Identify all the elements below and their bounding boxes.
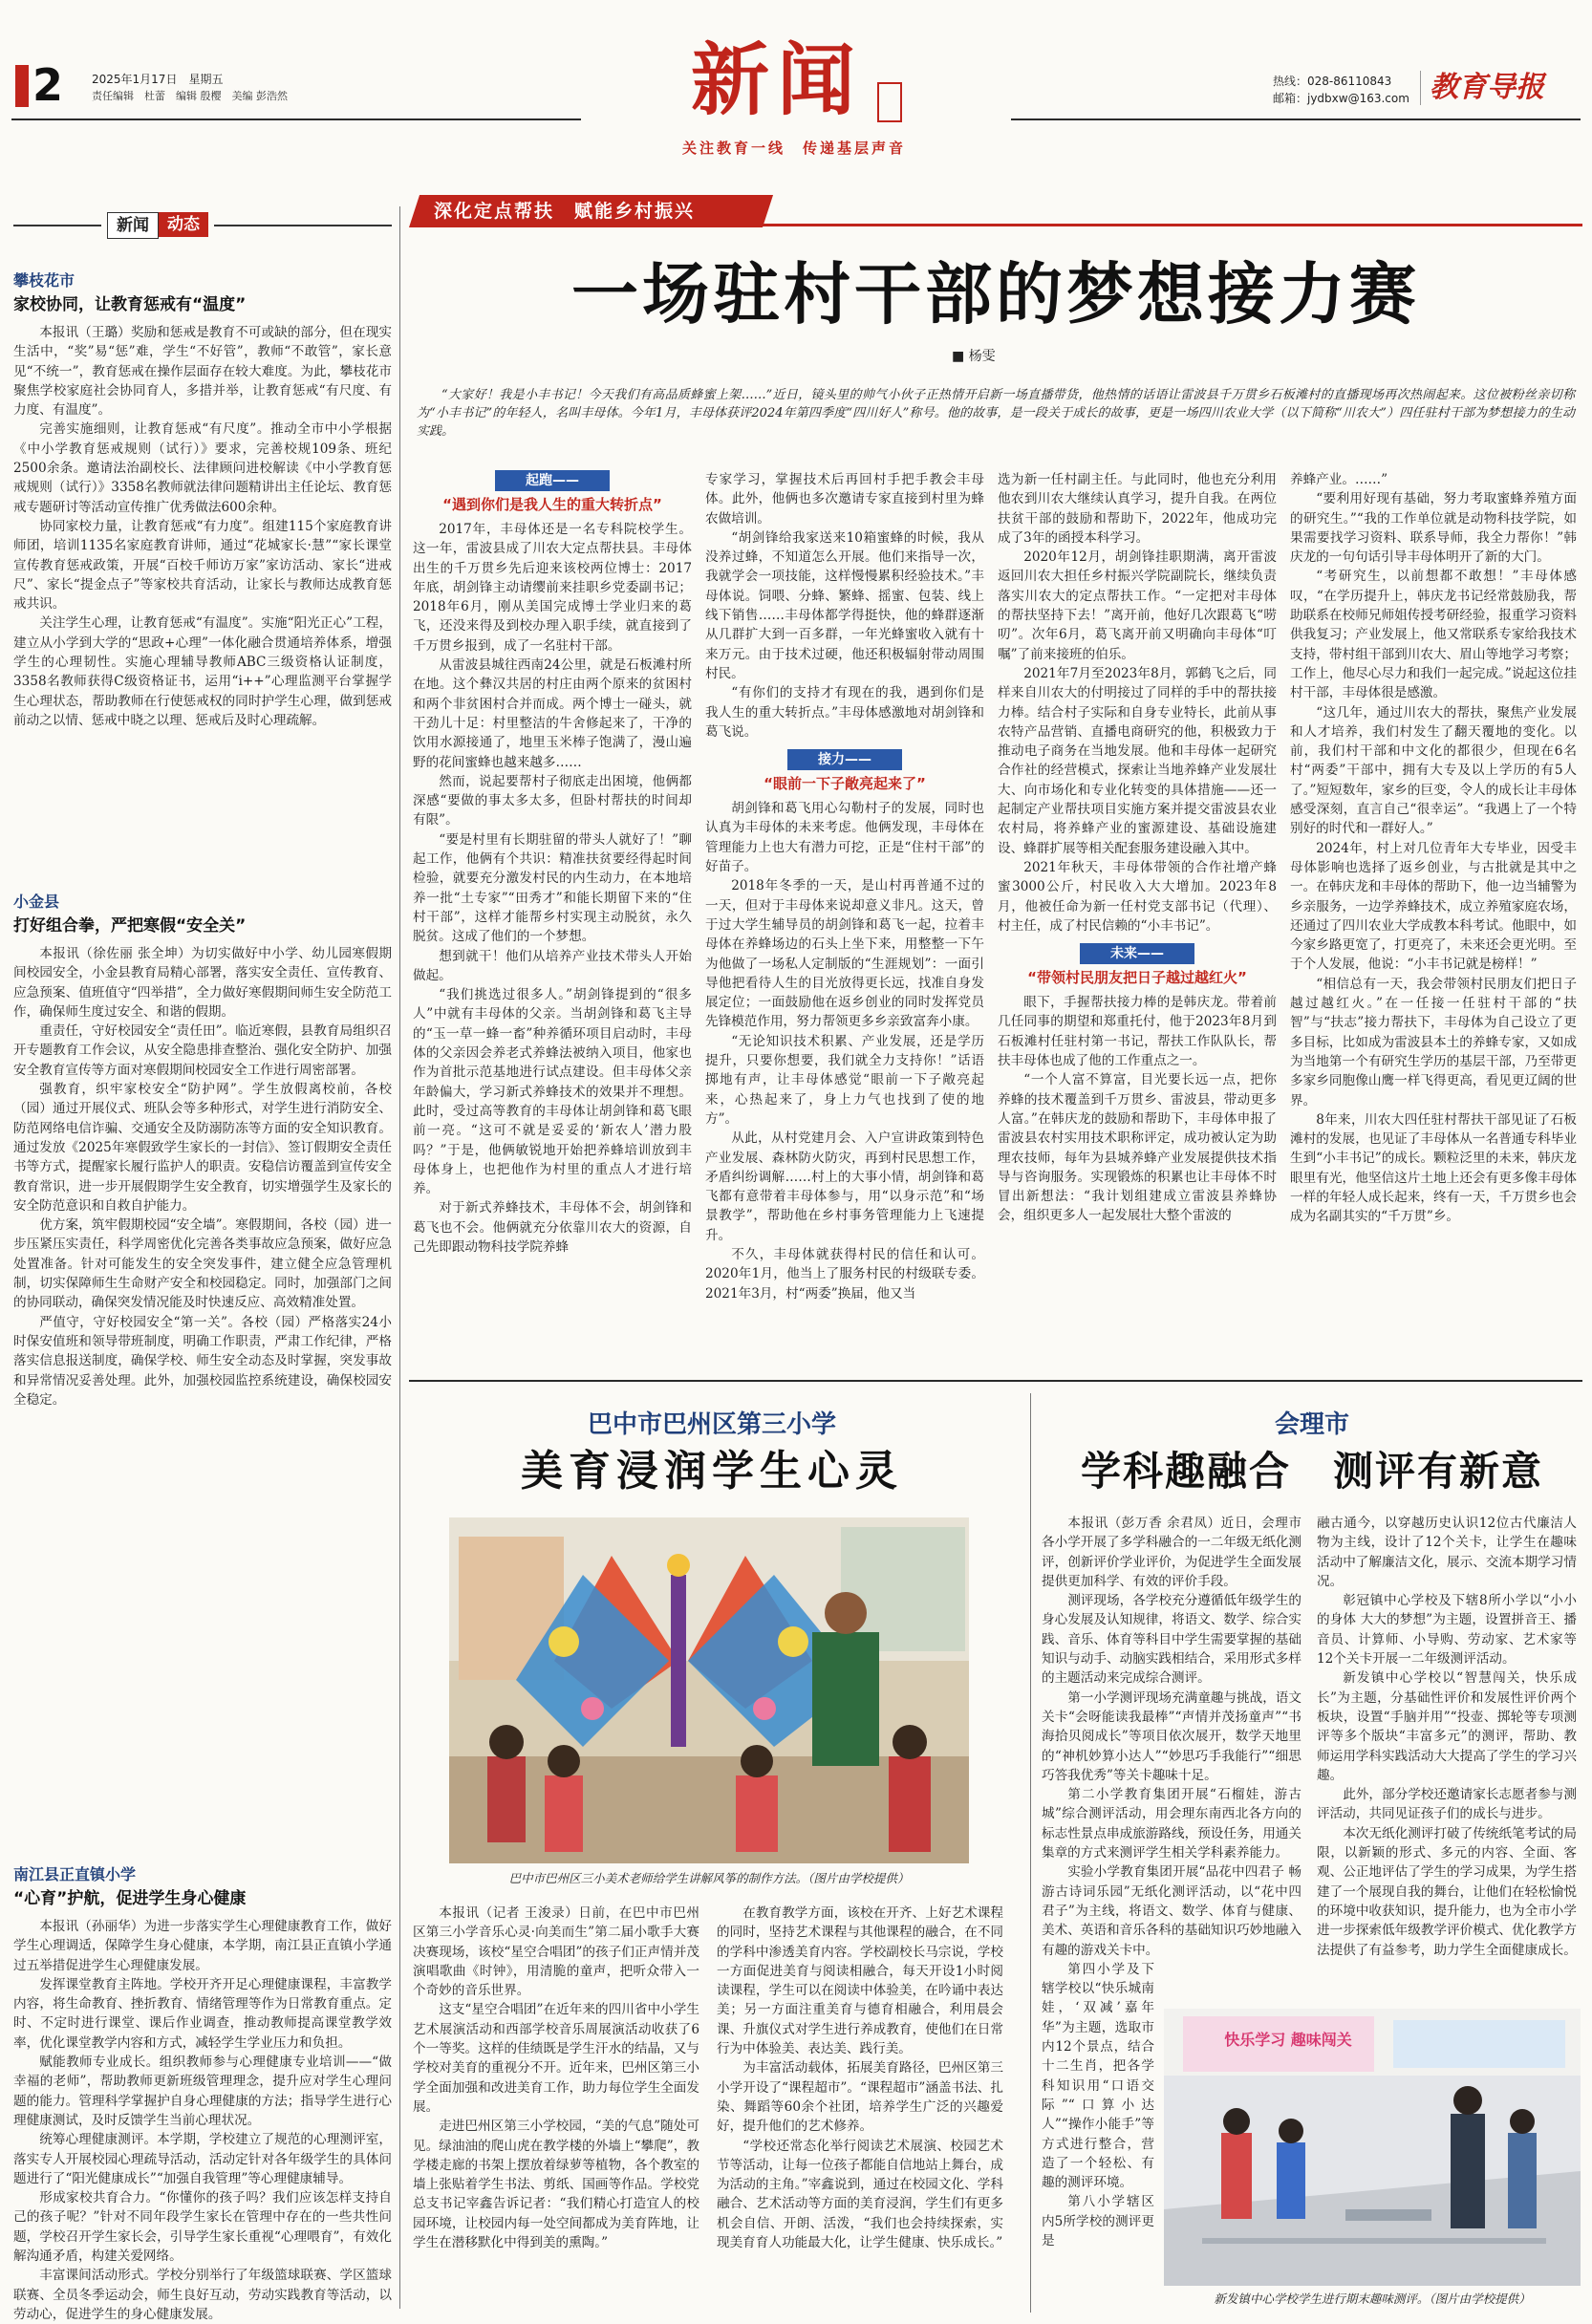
section-tag: 未来—— bbox=[1080, 943, 1194, 964]
paragraph: “学校还常态化举行阅读艺术展演、校园艺术节等活动，让每一位孩子都能自信地站上舞台，成为活动的主角。”宰鑫说到，通过在校园文化、学科融合、艺术活动等方面的美育浸润，学生们有更多机会自信、开朗、活泼，“我们也会持续探索，实现美育育人功能最大化，让学生健康、快乐成长。” bbox=[717, 2138, 1003, 2251]
page-badge-strip bbox=[15, 65, 29, 107]
paragraph: 完善实施细则，让教育惩戒“有尺度”。推动全市中小学根据《中小学教育惩戒规则（试行）》要求，完善校规109条、班纪2500余条。邀请法治副校长、法律顾问进校解读《中小学教育惩戒规则（试行）》3358名教师就法律问题精讲出主任论坛、教育惩戒专题研讨等活动宣传推广优秀做法600余种。 bbox=[13, 421, 392, 515]
bazhong-photo bbox=[449, 1517, 969, 1863]
paragraph: 2017年，丰母体还是一名专科院校学生。这一年，雷波县成了川农大定点帮扶县。丰母体出生的千万贯乡先后迎来该校两位博士：2017年底，胡剑锋主动请缨前来挂职乡党委副书记；2018年6月，刚从美国完成博士学业归来的葛飞，还没来得及到校办理入职手续，就直接到了千万贯乡报到，成了一名驻村干部。 bbox=[413, 522, 692, 654]
sidebar-header-b: 动态 bbox=[159, 212, 208, 237]
paragraph: 赋能教师专业成长。组织教师参与心理健康专业培训——“做幸福的老师”，帮助教师更新班级管理理念，提升应对学生心理问题的能力。管理科学掌握护自身心理健康的方法；指导学生进行心理健康测试，及时反馈学生当前心理状况。 bbox=[13, 2055, 392, 2128]
paragraph: 丰富课间活动形式。学校分别举行了年级篮球联赛、学区篮球联赛、全员冬季运动会，师生良好互动，劳动实践教育等活动，以劳动心，促进学生的身心健康发展。 bbox=[13, 2268, 392, 2322]
paragraph: “考研究生，以前想都不敢想！”丰母体感叹，“在学历提升上，韩庆龙书记经常鼓励我，帮助联系在校师兄师姐传授考研经验，报重学习资料供我复习；产业发展上，他又常联系专家给我技术支持，带村组干部到川农大、眉山等地学习考察；工作上，他尽心尽力和我们一起完成。”说起这位挂村干部，丰母体很是感激。 bbox=[1290, 569, 1577, 701]
sidebar-header-a: 新闻 bbox=[107, 212, 159, 239]
lead-story bbox=[409, 195, 1582, 1376]
masthead-rule-right bbox=[1011, 118, 1581, 120]
paragraph: 第二小学教育集团开展“石榴娃，游古城”综合测评活动，用会理东南西北各方向的标志性景点串成旅游路线，预设任务，用通关集章的方式来测评学生相关学科素养能力。 bbox=[1042, 1787, 1302, 1861]
paragraph: “要利用好现有基础，努力考取蜜蜂养殖方面的研究生。”“我的工作单位就是动物科技学院，如果需要找学习资料、联系导师，我全力帮你！”韩庆龙的一句句话引导丰母体明开了新的大门。 bbox=[1290, 491, 1577, 566]
paragraph: 彰冠镇中心学校及下辖8所小学以“小小的身体 大大的梦想”为主题，设置拼音王、播音员、计算师、小导购、劳动家、艺术家等12个关卡开展一二年级测评活动。 bbox=[1317, 1593, 1577, 1668]
paragraph: 本报讯（彭万香 余君凤）近日，会理市各小学开展了多学科融合的一二年级无纸化测评，创新评价学业评价，为促进学生全面发展提供更加科学、有效的评价手段。 bbox=[1042, 1516, 1302, 1589]
paragraph: 第一小学测评现场充满童趣与挑战，语文关卡“会呀能读我最棒”“声情并茂扬童声”“书海拾贝阅成长”等项目依次展开，数学天地里的“神机妙算小达人”“妙思巧手我能行”“细思巧答我优秀”等关卡趣味十足。 bbox=[1042, 1689, 1302, 1783]
lead-story-bottom-rule bbox=[409, 1380, 1582, 1382]
sidebar-item-headline: 打好组合拳，严把寒假“安全关” bbox=[13, 916, 247, 936]
bottom-column-divider bbox=[1030, 1393, 1031, 2313]
paragraph: 2018年冬季的一天，是山村再普通不过的一天，但对于丰母体来说却意义非凡。这天，曾于过大学生辅导员的胡剑锋和葛飞一起，拉着丰母体在养蜂场边的石头上坐下来，用整整一下午为他做了一场私人定制版的“生涯规划”：一面引导他把看待人生的目光放得更长远，找准自身发展定位；一面鼓励他在返乡创业的同时发挥党员先锋模范作用，努力帮领更多乡亲致富奔小康。 bbox=[705, 878, 984, 1030]
photo-caption: 巴中市巴州区三小美术老师给学生讲解风筝的制作方法。（图片由学校提供） bbox=[508, 1871, 910, 1885]
section-seal bbox=[877, 82, 902, 122]
paragraph: 对于新式养蜂技术，丰母体不会，胡剑锋和葛飞也不会。他俩就充分依靠川农大的资源，自己先即跟动物科技学院养蜂 bbox=[413, 1200, 692, 1255]
paragraph: 本报讯（王璐）奖励和惩戒是教育不可或缺的部分，但在现实生活中，“奖”易“惩”难，学生“不好管”，教师“不敢管”，家长意见“不统一”，教育惩戒在操作层面存在较大难度。为此，攀枝花市聚焦学校家庭社会协同育人，多措并举，让教育惩戒“有尺度、有力度、有温度”。 bbox=[13, 325, 392, 419]
paragraph: 不久，丰母体就获得村民的信任和认可。2020年1月，他当上了服务村民的村级联专委。2021年3月，村“两委”换届，他又当 bbox=[705, 1246, 984, 1302]
paragraph: “胡剑锋给我家送来10箱蜜蜂的时候，我从没养过蜂，不知道怎么开展。他们来指导一次，我就学会一项技能，这样慢慢累积经验技术。”丰母体说。饲喂、分蜂、繁蜂、摇蜜、包装、线上线下销售……丰母体都学得挺快，他的蜂群逐渐从几群扩大到一百多群，一年光蜂蜜收入就有十来万元。由于技术过硬，他还积极辐射带动周围村民。 bbox=[705, 529, 984, 681]
paragraph: “相信总有一天，我会带领村民朋友们把日子越过越红火。”在一任接一任驻村干部的“扶智”与“扶志”接力帮扶下，丰母体为自己设立了更多目标，比如成为雷波县本土的养蜂专家，又如成为当地第一个有研究生学历的基层干部，乃至带更多家乡同胞像山鹰一样飞得更高，看见更辽阔的世界。 bbox=[1290, 976, 1577, 1108]
lead-headline: 一场驻村干部的梦想接力赛 bbox=[571, 255, 1420, 334]
masthead-rule bbox=[11, 118, 581, 120]
paragraph: “一个人富不算富，目光要长远一点，把你养蜂的技术覆盖到千万贯乡、雷波县，带动更多人富。”在韩庆龙的鼓励和帮助下，丰母体申报了雷波县农村实用技术职称评定，成功被认定为助理农技师，每年为县城养蜂产业发展提供技术指导与咨询服务。实现锻炼的积累也让丰母体不时冒出新想法：“我计划组建成立雷波县养蜂协会，组织更多人一起发展壮大整个雷波的 bbox=[998, 1072, 1277, 1224]
paragraph: 重责任，守好校园安全“责任田”。临近寒假，县教育局组织召开专题教育工作会议，从安全隐患排查整治、强化安全防护、加强安全教育宣传等方面对寒假期间校园安全工作进行周密部署。 bbox=[13, 1023, 392, 1078]
sidebar-item-nanjiang bbox=[13, 1863, 392, 2322]
paragraph: 实验小学教育集团开展“品花中四君子 畅游古诗词乐园”无纸化测评活动，以“花中四君子”为主线，将语文、数学、体育与健康、美术、英语和音乐各科的基础知识巧妙地融入有趣的游戏关卡中。 bbox=[1042, 1864, 1302, 1958]
paragraph: 发挥课堂教育主阵地。学校开齐开足心理健康课程，丰富教学内容，将生命教育、挫折教育、情绪管理等作为日常教育重点。定时、不定时进行课堂、课后作业调查，推动教师提高课堂教学效率，优化课堂教学内容和方式，减轻学生学业压力和负担。 bbox=[13, 1976, 392, 2051]
issue-date: 2025年1月17日 星期五 bbox=[92, 73, 224, 86]
paragraph: 2024年，村上对几位青年大专毕业，因受丰母体影响也选择了返乡创业，与古批就是其中之一。在韩庆龙和丰母体的帮助下，他一边当辅警为乡亲服务，一边学养蜂技术，成立养殖家庭农场，还通过了四川农业大学成教本科考试。他眼中，如今家乡路更宽了，打更亮了，未来还会更光明。至于个人发展，他说：“小丰书记就是榜样！” bbox=[1290, 840, 1577, 973]
kite-photo-illustration bbox=[449, 1517, 969, 1863]
paragraph: 然而，说起要帮村子彻底走出困境，他俩都深感“要做的事太多太多，但卧村帮扶的时间却有限”。 bbox=[413, 773, 692, 828]
masthead bbox=[0, 0, 1592, 191]
lead-banner-text: 深化定点帮扶 赋能乡村振兴 bbox=[434, 201, 696, 222]
editors-line: 责任编辑 杜蕾 编辑 殷樱 美编 彭浩然 bbox=[92, 90, 288, 102]
paragraph: 2021年秋天，丰母体带领的合作社增产蜂蜜3000公斤，村民收入大大增加。2023年8月，他被任命为新一任村党支部书记（代理）、村主任，成了村民信赖的“小丰书记”。 bbox=[998, 859, 1277, 934]
section-subhead: “带领村民朋友把日子越过越红火” bbox=[1027, 969, 1247, 987]
paper-name: 教育导报 bbox=[1430, 71, 1544, 104]
paragraph: 本报讯（孙丽华）为进一步落实学生心理健康教育工作，做好学生心理调适，保障学生身心健康，本学期，南江县正直镇小学通过五举措促进学生心理健康发展。 bbox=[13, 1919, 392, 1973]
email: 邮箱：jydbxw@163.com bbox=[1273, 92, 1409, 105]
section-title: 新闻 bbox=[690, 34, 863, 126]
lead-col-3 bbox=[998, 470, 1277, 1372]
paragraph: 选为新一任村副主任。与此同时，他也充分利用他农到川农大继续认真学习，提升自我。在两位扶贫干部的鼓励和帮助下，2022年，他成功完成了3年的函授本科学习。 bbox=[998, 472, 1277, 546]
paragraph: 强教育，织牢家校安全“防护网”。学生放假离校前，各校（园）通过开展仪式、班队会等多种形式，对学生进行消防安全、防范网络电信诈骗、交通安全及防溺防冻等方面的安全知识教育。通过发放《2025年寒假致学生家长的一封信》、签订假期安全责任书等方式，提醒家长履行监护人的职责。安稳信访覆盖到宣传安全教育常识，进一步开展假期学生安全教育，切实增强学生及家长的安全防范意识和自救自护能力。 bbox=[13, 1082, 392, 1214]
sidebar bbox=[13, 206, 392, 2322]
lead-banner-rule bbox=[753, 224, 1582, 226]
lead-col-1 bbox=[413, 470, 692, 1372]
paragraph: 这支“星空合唱团”在近年来的四川省中小学生艺术展演活动和西部学校音乐周展演活动收获了6个一等奖。这样的佳绩既是学生汗水的结晶，又与学校对美育的重视分不开。近年来，巴州区第三小学全面加强和改进美育工作，助力每位学生全面发展。 bbox=[413, 2002, 699, 2115]
section-tag: 起跑—— bbox=[495, 470, 610, 491]
sidebar-header-line-left bbox=[13, 225, 101, 226]
story-headline: 学科趣融合 测评有新意 bbox=[1080, 1448, 1543, 1495]
story-headline: 美育浸润学生心灵 bbox=[521, 1447, 903, 1496]
paragraph: 从雷波县城往西南24公里，就是石板滩村所在地。这个彝汉共居的村庄由两个原来的贫困村和两个非贫困村合并而成。两个博士一碰头，就干劲儿十足：村里整洁的牛舍修起来了，干净的饮用水源接通了，地里玉米棒子饱满了，漫山遍野的花间蜜蜂也越来越多…… bbox=[413, 657, 692, 770]
paragraph: 新发镇中心学校以“智慧闯关，快乐成长”为主题，分基础性评价和发展性评价两个板块，设置“手脑并用”“投壶、掷轮等专项测评等多个版块“丰富多元”的测评，帮助、教师运用学科实践活动大大提高了学生的学习兴趣。 bbox=[1317, 1670, 1577, 1783]
lead-banner bbox=[409, 195, 1582, 229]
lead-col-2 bbox=[705, 470, 984, 1372]
page-number: 2 bbox=[32, 59, 64, 111]
vertical-divider bbox=[1420, 71, 1421, 105]
paragraph: 8年来，川农大四任驻村帮扶干部见证了石板滩村的发展，也见证了丰母体从一名普通专科毕业生到“小丰书记”的成长。颗粒泛里的未来，韩庆龙眼里有光，他坚信这片土地上还会有更多像丰母体一样的年轻人成长起来，终有一天，千万贯乡也会成为名副其实的“千万贯”乡。 bbox=[1290, 1111, 1577, 1225]
lead-intro: “大家好！我是小丰书记！今天我们有高品质蜂蜜上架……”近日，镜头里的帅气小伙子正热情开启新一场直播带货，他热情的话语让雷波县千万贯乡石板滩村的直播现场再次热闹起来。这位被粉丝亲切称为“小丰书记”的年轻人，名叫丰母体。今年1月，丰母体获评2024年第四季度“四川好人”称号。他的故事，是一段关于成长的故事，更是一场四川农业大学（以下简称“川农大”）四任驻村干部为梦想接力的生动实践。 bbox=[417, 388, 1575, 439]
paragraph: 2021年7月至2023年8月，郭鹤飞之后，同样来自川农大的付明接过了同样的手中的帮扶接力棒。结合村子实际和自身专业特长，此前从事农特产品营销、直播电商研究的他，积极致力于推动电子商务在当地发展。他和丰母体一起研究合作社的经营模式，探索让当地养蜂产业发展壮大、向市场化和专业化转变的具体措施——还一起制定产业帮扶项目实施方案并提交雷波县农业农村局，将养蜂产业的蜜源建设、基础设施建设、蜂群扩展等相关配套服务建设融入其中。 bbox=[998, 665, 1277, 856]
story-place: 会理市 bbox=[1274, 1410, 1349, 1439]
paragraph: “要是村里有长期驻留的带头人就好了！”聊起工作，他俩有个共识：精准扶贫要经得起时间检验，就要充分激发村民的内生动力，在本地培养一批“土专家”“田秀才”和能长期留下来的“住村干部”，这样才能帮乡村实现主动脱贫，永久脱贫。这成了他们的一个梦想。 bbox=[413, 831, 692, 945]
paragraph: 从此，从村党建月会、入户宣讲政策到特色产业发展、森林防火防灾，再到村民思想工作，矛盾纠纷调解……村上的大事小情，胡剑锋和葛飞都有意带着丰母体参与，用“以身示范”和“场景教学”，帮助他在乡村事务管理能力上飞速提升。 bbox=[705, 1130, 984, 1243]
section-slogan: 关注教育一线 传递基层声音 bbox=[681, 140, 906, 157]
sidebar-item-panzhihua bbox=[13, 269, 392, 877]
page-badge bbox=[15, 59, 65, 111]
paragraph: 第四小学及下辖学校以“快乐城南娃，‘双减’嘉年华”为主题，选取市内12个景点，结合十二生肖，把各学科知识用“口语交际”“口算小达人”“操作小能手”等方式进行整合，营造了一个轻松、有趣的测评环境。 bbox=[1042, 1961, 1154, 2191]
paragraph: 融古通今，以穿越历史认识12位古代廉洁人物为主线，设计了12个关卡，让学生在趣味活动中了解廉洁文化，展示、交流本期学习情况。 bbox=[1317, 1516, 1577, 1589]
section-subhead: “眼前一下子敞亮起来了” bbox=[764, 775, 926, 793]
paragraph: 统筹心理健康测评。本学期，学校建立了规范的心理测评室，落实专人开展校园心理疏导活动，活动定针对各年级学生的具体问题进行了“阳光健康成长”“加强自我管理”等心理健康辅导。 bbox=[13, 2132, 392, 2186]
section-tag: 接力—— bbox=[787, 749, 902, 770]
sidebar-item-place: 小金县 bbox=[13, 893, 60, 911]
paragraph: 专家学习，掌握技术后再回村手把手教会丰母体。此外，他俩也多次邀请专家直接到村里为蜂农做培训。 bbox=[705, 472, 984, 527]
paragraph: 在教育教学方面，该校在开齐、上好艺术课程的同时，坚持艺术课程与其他课程的融合，在不同的学科中渗透美育内容。学校副校长马宗说，学校一方面促进美育与阅读相融合，每天开设1小时阅读课程，学生可以在阅读中体验美，在吟诵中表达美；另一方面注重美育与德育相融合，利用晨会课、升旗仪式对学生进行养成教育，使他们在日常行为中体验美、表达美、践行美。 bbox=[717, 1905, 1003, 2057]
paragraph: 2020年12月，胡剑锋挂职期满，离开雷波返回川农大担任乡村振兴学院副院长，继续负责落实川农大的定点帮扶工作。“一定把对丰母体的帮扶坚持下去！”离开前，他好几次跟葛飞“唠叨”。次年6月，葛飞离开前又明确向丰母体“叮嘱”了前来接班的伯乐。 bbox=[998, 549, 1277, 662]
paragraph: 本次无纸化测评打破了传统纸笔考试的局限，以新颖的形式、多元的内容、全面、客观、公正地评估了学生的学习成果，为学生搭建了一个展现自我的舞台，让他们在轻松愉悦的环境中收获知识，提升能力，也为全市小学进一步探索低年级教学评价模式、优化教学方法提供了有益参考，助力学生全面健康成长。 bbox=[1317, 1825, 1577, 1958]
paragraph: 想到就干！他们从培养产业技术带头人开始做起。 bbox=[413, 948, 692, 983]
paragraph: 为丰富活动载体，拓展美育路径，巴州区第三小学开设了“课程超市”。“课程超市”涵盖书法、扎染、舞蹈等60余个社团，培养学生广泛的兴趣爱好，提升他们的艺术修养。 bbox=[717, 2060, 1003, 2135]
sidebar-divider bbox=[399, 206, 400, 2309]
paragraph: 第八小学辖区内5所学校的测评更是 bbox=[1042, 2194, 1154, 2249]
paragraph: 眼下，手握帮扶接力棒的是韩庆龙。带着前几任同事的期望和郑重托付，他于2023年8月到石板滩村任驻村第一书记，帮扶工作队队长，帮扶丰母体也成了他的工作重点之一。 bbox=[998, 995, 1277, 1069]
paragraph: 养蜂产业。……” bbox=[1290, 472, 1388, 487]
bazhong-col-2 bbox=[717, 1904, 1003, 2314]
paragraph: “我们挑选过很多人。”胡剑锋提到的“很多人”中就有丰母体的父亲。当胡剑锋和葛飞主导的“玉一草一蜂一畜”种养循环项目启动时，丰母体的父亲因会养老式养蜂法被纳入项目，他家也作为首批示范基地进行试点建设。但丰母体父亲年龄偏大，学习新式养蜂技术的效果并不理想。此时，受过高等教育的丰母体让胡剑锋和葛飞眼前一亮。“这可不就是妥妥的‘新农人’潜力股吗？”于是，他俩敏锐地开始把养蜂培训放到丰母体身上，也把他作为村里的重点人才进行培养。 bbox=[413, 987, 692, 1197]
huili-photo bbox=[1164, 2009, 1581, 2286]
sidebar-item-place: 攀枝花市 bbox=[13, 271, 75, 290]
paragraph: 此外，部分学校还邀请家长志愿者参与测评活动，共同见证孩子们的成长与进步。 bbox=[1317, 1787, 1577, 1822]
lead-byline: ■ 杨雯 bbox=[952, 349, 996, 364]
paragraph: 本报讯（徐佐丽 张全坤）为切实做好中小学、幼儿园寒假期间校园安全，小金县教育局精心部署，落实安全责任、宣传教育、应急预案、值班值守“四举措”，全力做好寒假期间师生安全防范工作，确保师生度过安全、和谐的假期。 bbox=[13, 946, 392, 1020]
paragraph: 走进巴州区第三小学校园，“美的气息”随处可见。绿油油的爬山虎在教学楼的外墙上“攀爬”，教学楼走廊的书架上摆放着绿萝等植物，各个教室的墙上张贴着学生书法、剪纸、国画等作品。学校党总支书记宰鑫告诉记者：“我们精心打造宜人的校园环境，让校园内每一处空间都成为美育阵地，让学生在潜移默化中得到美的熏陶。” bbox=[413, 2119, 699, 2251]
paragraph: 优方案，筑牢假期校园“安全墙”。寒假期间，各校（园）进一步压紧压实责任，科学周密优化完善各类事故应急预案，做好应急处置准备。针对可能发生的安全突发事件，建立健全应急管理机制，切实保障师生生命财产安全和校园稳定。同时，加强部门之间的协同联动，确保突发情况能及时快速反应、高效精准处置。 bbox=[13, 1217, 392, 1311]
paragraph: 关注学生心理，让教育惩戒“有温度”。实施“阳光正心”工程，建立从小学到大学的“思政+心理”一体化融合贯通培养体系，增强学生的心理韧性。实施心理辅导教师ABC三级资格认证制度，3358名教师获得C级资格证书，运用“i++”心理监测平台掌握学生心理状态，帮助教师在行使惩戒权的同时护学生心理，做到惩戒前动之以情、惩戒中晓之以理、惩戒后及时心理疏解。 bbox=[13, 615, 392, 728]
story-place: 巴中市巴州区第三小学 bbox=[587, 1410, 836, 1439]
paragraph: 严值守，守好校园安全“第一关”。各校（园）严格落实24小时保安值班和领导带班制度，明确工作职责，严肃工作纪律，严格落实信息报送制度，确保学校、师生安全动态及时掌握，突发事故和异常情况妥善处理。此外，加强校园监控系统建设，确保校园安全稳定。 bbox=[13, 1314, 392, 1408]
sidebar-item-headline: 家校协同，让教育惩戒有“温度” bbox=[13, 295, 247, 314]
paragraph: “无论知识技术积累、产业发展，还是学历提升，只要你想要，我们就全力支持你！”话语掷地有声，让丰母体感觉“眼前一下子敞亮起来，心热起来了，身上力气也找到了使的地方”。 bbox=[705, 1033, 984, 1127]
story-huili bbox=[1042, 1388, 1582, 2314]
paragraph: “这几年，通过川农大的帮扶，聚焦产业发展和人才培养，我们村发生了翻天覆地的变化。以前，我们村干部和中文化的都很少，但现在6名村“两委”干部中，拥有大专及以上学历的有5人了。”短短数年，家乡的巨变，令人的成长让丰母体感受深刻，直言自己“很幸运”。“我遇上了一个特别好的时代和一群好人。” bbox=[1290, 704, 1577, 837]
sidebar-item-place: 南江县正直镇小学 bbox=[13, 1865, 137, 1883]
story-bazhong bbox=[409, 1388, 1015, 2314]
paragraph: “有你们的支持才有现在的我，遇到你们是我人生的重大转折点。”丰母体感激地对胡剑锋和葛飞说。 bbox=[705, 685, 984, 740]
sidebar-header-line-right bbox=[214, 225, 392, 226]
paragraph: 形成家校共育合力。“你懂你的孩子吗？我们应该怎样支持自己的孩子呢？”针对不同年段学生家长在管理中存在的一些共性问题，学校召开学生家长会，引导学生家长重视“心理喂育”，有效化解沟通矛盾，构建关爱网络。 bbox=[13, 2190, 392, 2265]
section-subhead: “遇到你们是我人生的重大转折点” bbox=[442, 496, 662, 513]
test-photo-illustration bbox=[1164, 2009, 1581, 2286]
paragraph: 胡剑锋和葛飞用心勾勒村子的发展，同时也认真为丰母体的未来考虑。他俩发现，丰母体在管理能力上也大有潜力可挖，正是“住村干部”的好苗子。 bbox=[705, 801, 984, 875]
sidebar-item-headline: “心育”护航，促进学生身心健康 bbox=[13, 1889, 247, 1908]
hotline: 热线：028-86110843 bbox=[1273, 75, 1392, 88]
bazhong-col-1 bbox=[413, 1904, 699, 2314]
photo-banner-text: 快乐学习 趣味闯关 bbox=[1224, 2031, 1352, 2049]
huili-col-2 bbox=[1317, 1514, 1577, 1958]
paragraph: 协同家校力量，让教育惩戒“有力度”。组建115个家庭教育讲师团，培训1135名家庭教育讲师，通过“花城家长·慧”“家长课堂宣传教育惩戒政策，开展“百校千师访万家”家访活动、家长“进戒尺”、家长“提金点子”等家校共育活动，让家长与教师达成教育惩戒共识。 bbox=[13, 518, 392, 613]
photo-caption: 新发镇中心学校学生进行期末趣味测评。（图片由学校提供） bbox=[1214, 2292, 1531, 2306]
lead-col-4 bbox=[1290, 470, 1577, 1372]
sidebar-item-xiaojin bbox=[13, 891, 392, 1856]
paragraph: 测评现场，各学校充分遵循低年级学生的身心发展及认知规律，将语文、数学、综合实践、音乐、体育等科目中学生需要掌握的基础知识与动手、动脑实践相结合，采用形式多样的主题活动来完成综合测评。 bbox=[1042, 1593, 1302, 1687]
sidebar-header bbox=[13, 212, 392, 237]
paragraph: 本报讯（记者 王浚录）日前，在巴中市巴州区第三小学音乐心灵·向美而生”第二届小歌手大赛决赛现场，该校“星空合唱团”的孩子们正声情并茂演唱歌曲《时钟》，用清脆的童声，把听众带入一个奇妙的音乐世界。 bbox=[413, 1905, 699, 1999]
